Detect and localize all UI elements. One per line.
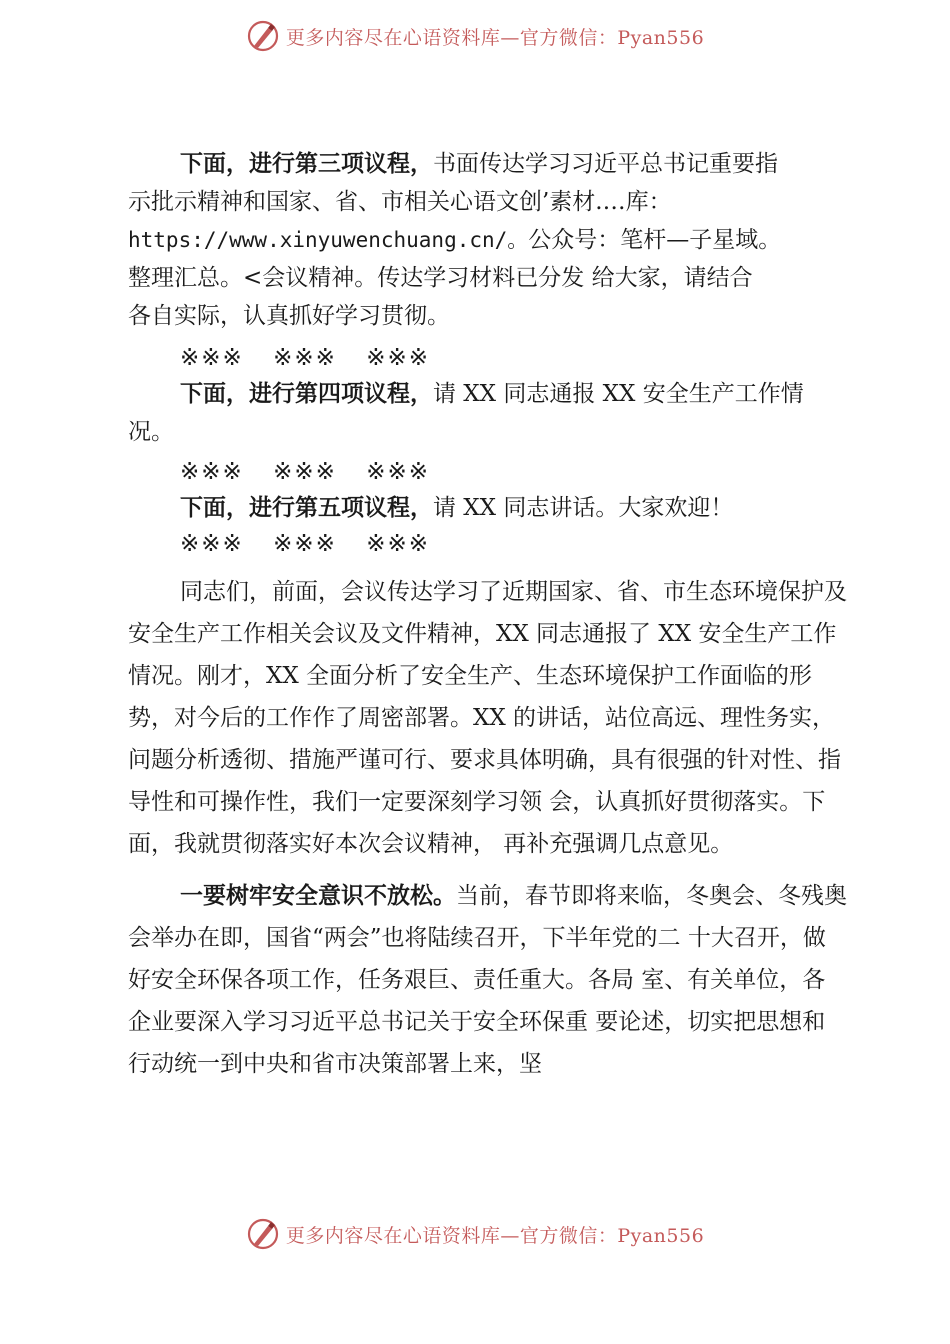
document-body xyxy=(128,145,848,1085)
text-run: 整理汇总。<会议精神。传达学习材料已分发 给大家，请结合 xyxy=(128,265,753,291)
banner-text: 更多内容尽在心语资料库—官方微信：Pyan556 xyxy=(285,1224,705,1247)
text-run: 公众号：笔杆—子星域。 xyxy=(528,227,782,253)
pen-logo-icon xyxy=(246,1217,280,1251)
paragraph-agenda-five xyxy=(128,489,848,527)
banner-text: 更多内容尽在心语资料库—官方微信：Pyan556 xyxy=(285,26,705,49)
text-run: 书面传达学习习近平总书记重要指 xyxy=(433,151,778,177)
separator-stars: ※※※ ※※※ ※※※ xyxy=(180,459,431,485)
separator-stars: ※※※ ※※※ ※※※ xyxy=(180,531,431,557)
header-banner xyxy=(0,14,950,58)
text-run: 各自实际，认真抓好学习贯彻。 xyxy=(128,303,450,329)
pen-logo-icon xyxy=(246,19,280,53)
separator-stars: ※※※ ※※※ ※※※ xyxy=(180,345,431,371)
text-run: 示批示精神和国家、省、市相关心语文创’素材.…库： xyxy=(128,189,672,215)
text-run: 当前，春节即将来临，冬奥会、冬残奥会举办在即，国省“两会”也将陆续召开，下半年党的二 十大召开，做好安全环保各项工作，任务艰巨、责任重大。各局 室、有关单位，各企业要深入学习习近平总书记关于安全环保重 要论述，切实把思想和行动统一到中央和省市决策部署上来，坚 xyxy=(128,883,847,1077)
agenda-lead: 下面，进行第三项议程， xyxy=(180,151,433,177)
paragraph-agenda-four xyxy=(128,375,848,451)
agenda-lead: 下面，进行第五项议程， xyxy=(180,495,433,521)
point-lead: 一要树牢安全意识不放松。 xyxy=(180,883,456,909)
paragraph-point-one xyxy=(128,875,848,1085)
url-text: https://www.xinyuwenchuang.cn/。 xyxy=(128,228,529,252)
paragraph-agenda-three xyxy=(128,145,848,335)
text-run: 请 XX 同志通报 XX 安全生产工作情况。 xyxy=(128,381,804,445)
agenda-lead: 下面，进行第四项议程， xyxy=(180,381,433,407)
footer-banner xyxy=(0,1212,950,1256)
text-run: 请 XX 同志讲话。大家欢迎！ xyxy=(433,495,734,521)
paragraph-speech: 同志们，前面，会议传达学习了近期国家、省、市生态环境保护及安全生产工作相关会议及文件精神，XX 同志通报了 XX 安全生产工作情况。刚才，XX 全面分析了安全生产、生态环境保护工作面临的形势，对今后的工作作了周密部署。XX 的讲话，站位高远、理性务实，问题分析透彻、措施严谨可行、要求具体明确，具有很强的针对性、指导性和可操作性，我们一定要深刻学习领 会，认真抓好贯彻落实。下面，我就贯彻落实好本次会议精神， 再补充强调几点意见。 xyxy=(128,579,847,857)
